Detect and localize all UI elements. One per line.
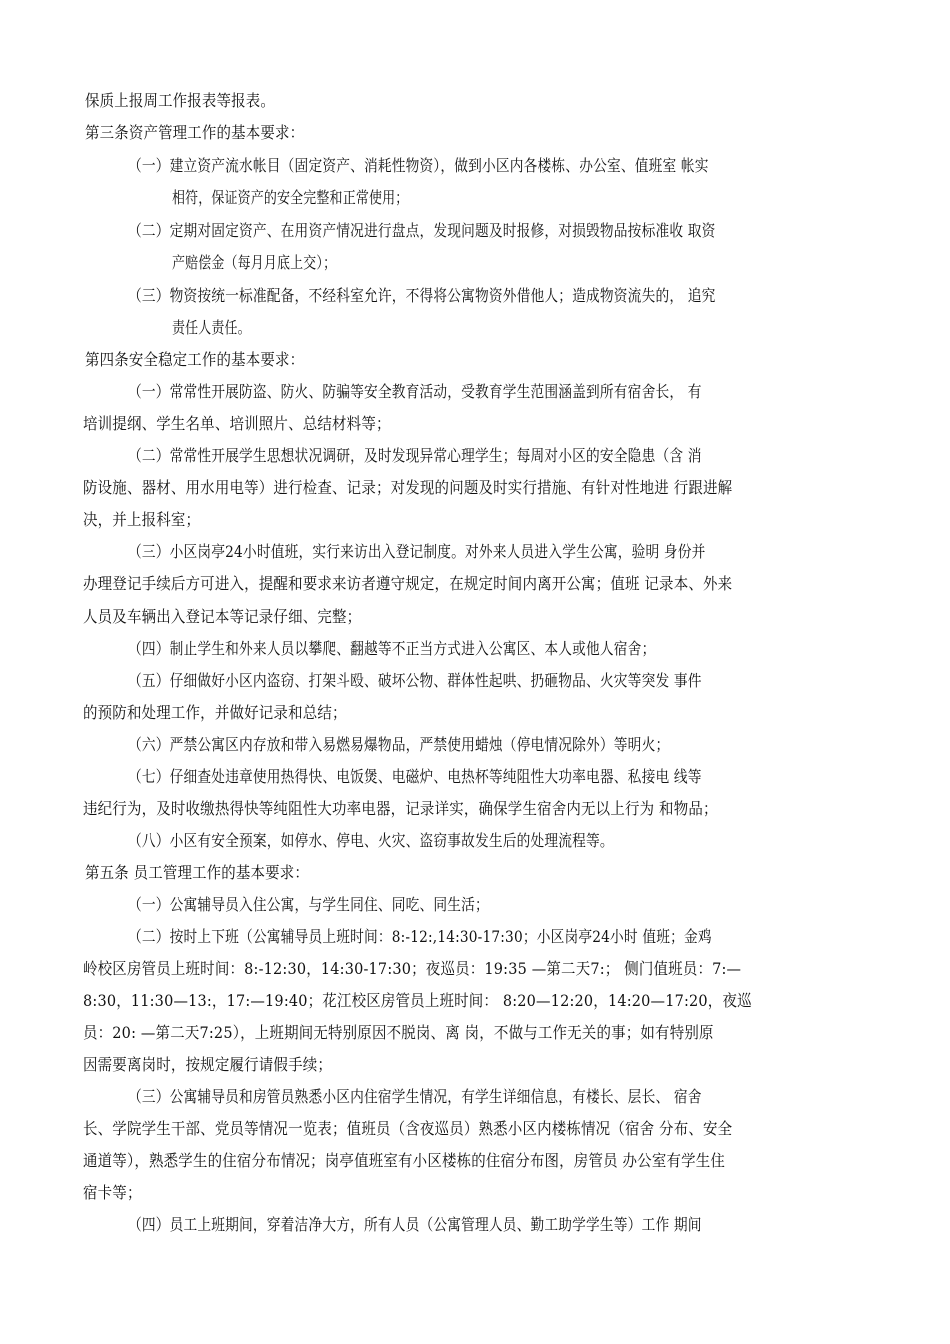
text-line: 长、学院学生干部、党员等情况一览表；值班员（含夜巡员）熟悉小区内楼栋情况（宿舍 分布、安全 bbox=[83, 1119, 733, 1138]
text-line: 8:30，11:30—13:，17:—19:40；花江校区房管员上班时间： 8:20—12:20，14:20—17:20，夜巡 bbox=[83, 991, 752, 1010]
text-line: 违纪行为，及时收缴热得快等纯阻性大功率电器，记录详实，确保学生宿舍内无以上行为 和物品； bbox=[83, 799, 718, 818]
text-line: 因需要离岗时，按规定履行请假手续； bbox=[83, 1055, 333, 1074]
text-line: （四）员工上班期间，穿着洁净大方，所有人员（公寓管理人员、勤工助学学生等）工作 期间 bbox=[128, 1215, 702, 1234]
text-line: 员：20: —第二天7:25），上班期间无特别原因不脱岗、离 岗，不做与工作无关的事；如有特别原 bbox=[83, 1023, 714, 1042]
text-line: 岭校区房管员上班时间：8:-12:30，14:30-17:30；夜巡员：19:35 —第二天7:； 侧门值班员：7:— bbox=[83, 959, 742, 978]
text-line: （四）制止学生和外来人员以攀爬、翻越等不正当方式进入公寓区、本人或他人宿舍； bbox=[128, 639, 656, 658]
section-heading-article-3: 第三条资产管理工作的基本要求： bbox=[85, 123, 305, 142]
text-line: （三）小区岗亭24小时值班，实行来访出入登记制度。对外来人员进入学生公寓，验明 身份并 bbox=[128, 542, 706, 561]
text-line: （二）定期对固定资产、在用资产情况进行盘点，发现问题及时报修，对损毁物品按标准收 取资 bbox=[128, 221, 716, 240]
text-line: 宿卡等； bbox=[83, 1183, 142, 1202]
text-line: （七）仔细查处违章使用热得快、电饭煲、电磁炉、电热杯等纯阻性大功率电器、私接电 线等 bbox=[128, 767, 702, 786]
text-line: 人员及车辆出入登记本等记录仔细、完整； bbox=[83, 607, 362, 626]
text-line: （三）物资按统一标准配备，不经科室允许，不得将公寓物资外借他人；造成物资流失的， 追究 bbox=[128, 286, 716, 305]
text-line: 培训提纲、学生名单、培训照片、总结材料等； bbox=[83, 414, 391, 433]
text-line: 保质上报周工作报表等报表。 bbox=[85, 91, 275, 110]
text-line: （六）严禁公寓区内存放和带入易燃易爆物品，严禁使用蜡烛（停电情况除外）等明火； bbox=[128, 735, 670, 754]
text-line: （一）常常性开展防盗、防火、防骗等安全教育活动，受教育学生范围涵盖到所有宿舍长， 有 bbox=[128, 382, 702, 401]
text-line: 办理登记手续后方可进入，提醒和要求来访者遵守规定，在规定时间内离开公寓；值班 记录本、外来 bbox=[83, 574, 733, 593]
text-line: 决，并上报科室； bbox=[83, 510, 201, 529]
text-line: （一）建立资产流水帐目（固定资产、消耗性物资），做到小区内各楼栋、办公室、值班室 帐实 bbox=[128, 156, 709, 175]
text-line: （二）常常性开展学生思想状况调研，及时发现异常心理学生；每周对小区的安全隐患（含 消 bbox=[128, 446, 702, 465]
section-heading-article-4: 第四条安全稳定工作的基本要求： bbox=[85, 350, 305, 369]
text-line: 通道等），熟悉学生的住宿分布情况；岗亭值班室有小区楼栋的住宿分布图，房管员 办公室有学生住 bbox=[83, 1151, 726, 1170]
text-line: （二）按时上下班（公寓辅导员上班时间：8:-12:,14:30-17:30；小区岗亭24小时 值班；金鸡 bbox=[128, 927, 712, 946]
section-heading-article-5: 第五条 员工管理工作的基本要求： bbox=[85, 863, 309, 882]
text-line: 的预防和处理工作，并做好记录和总结； bbox=[83, 703, 347, 722]
text-line: 相符，保证资产的安全完整和正常使用； bbox=[172, 188, 409, 207]
text-line: 防设施、器材、用水用电等）进行检查、记录；对发现的问题及时实行措施、有针对性地进 行跟进解 bbox=[83, 478, 733, 497]
text-line: （八）小区有安全预案，如停水、停电、火灾、盗窃事故发生后的处理流程等。 bbox=[128, 831, 614, 850]
text-line: （三）公寓辅导员和房管员熟悉小区内住宿学生情况，有学生详细信息，有楼长、层长、 宿舍 bbox=[128, 1087, 702, 1106]
text-line: 产赔偿金（每月月底上交）； bbox=[172, 253, 337, 272]
text-line: （五）仔细做好小区内盗窃、打架斗殴、破坏公物、群体性起哄、扔砸物品、火灾等突发 事件 bbox=[128, 671, 702, 690]
text-line: 责任人责任。 bbox=[172, 318, 251, 337]
text-line: （一）公寓辅导员入住公寓，与学生同住、同吃、同生活； bbox=[128, 895, 489, 914]
